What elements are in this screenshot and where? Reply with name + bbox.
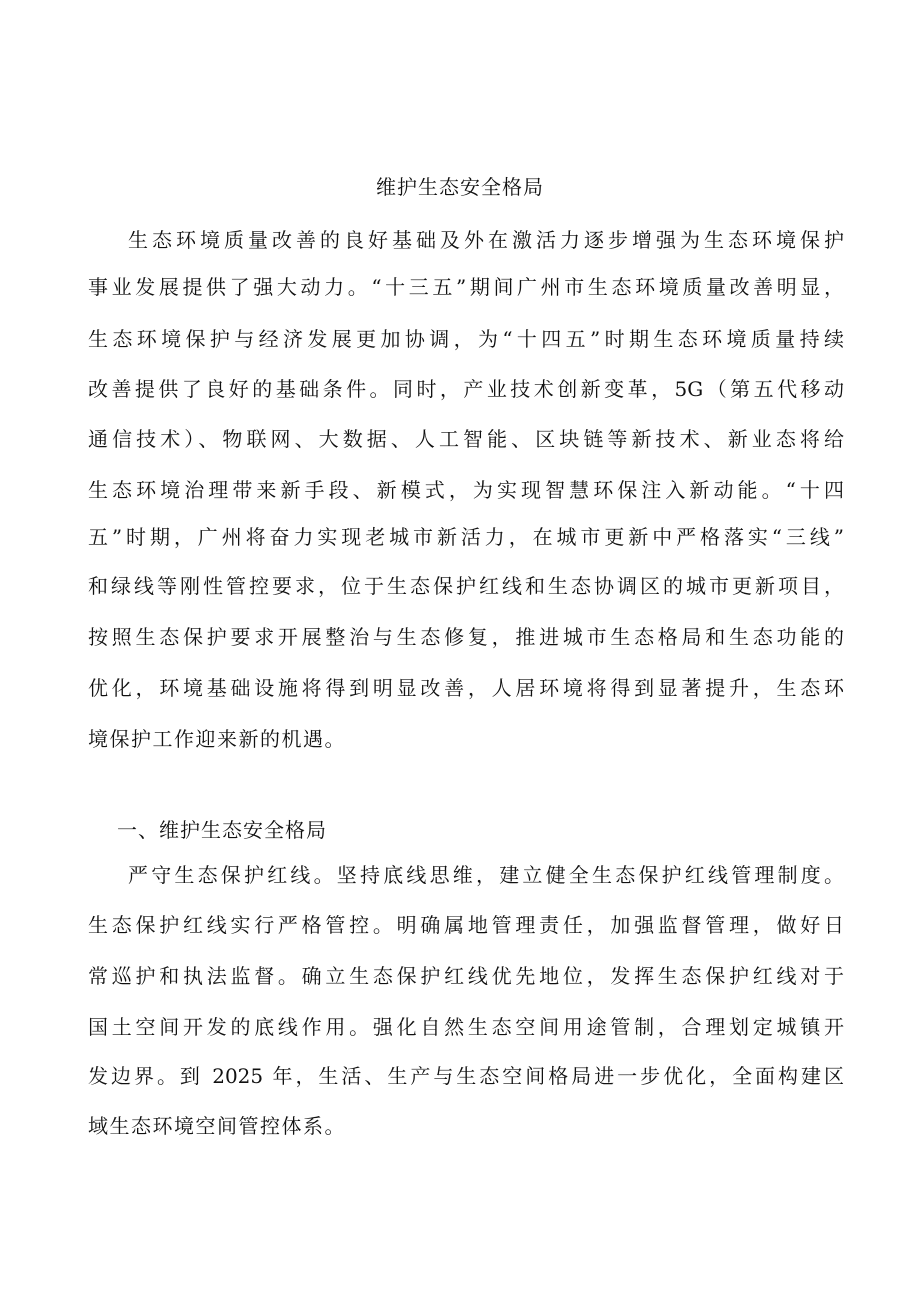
paragraph-line: 事业发展提供了强大动力。“十三五”期间广州市生态环境质量改善明显， [88,275,844,299]
paragraph-line: 常巡护和执法监督。确立生态保护红线优先地位，发挥生态保护红线对于 [88,964,844,988]
paragraph-line: 国土空间开发的底线作用。强化自然生态空间用途管制，合理划定城镇开 [88,1015,844,1039]
paragraph-line: 五”时期，广州将奋力实现老城市新活力，在城市更新中严格落实“三线” [88,525,844,549]
paragraph-line: 境保护工作迎来新的机遇。 [88,727,346,751]
document-title: 维护生态安全格局 [376,175,544,199]
paragraph-line: 通信技术）、物联网、大数据、人工智能、区块链等新技术、新业态将给 [88,427,844,451]
paragraph-line: 严守生态保护红线。坚持底线思维，建立健全生态保护红线管理制度。 [128,863,844,887]
paragraph-line: 和绿线等刚性管控要求，位于生态保护红线和生态协调区的城市更新项目， [88,574,844,598]
paragraph-line: 发边界。到 2025 年，生活、生产与生态空间格局进一步优化，全面构建区 [88,1064,844,1088]
section-heading: 一、维护生态安全格局 [117,818,327,842]
paragraph-line: 按照生态保护要求开展整治与生态修复，推进城市生态格局和生态功能的 [88,625,844,649]
paragraph-line: 优化，环境基础设施将得到明显改善，人居环境将得到显著提升，生态环 [88,676,844,700]
paragraph-line: 生态环境保护与经济发展更加协调，为“十四五”时期生态环境质量持续 [88,327,844,351]
paragraph-line: 域生态环境空间管控体系。 [88,1114,346,1138]
paragraph-line: 生态环境质量改善的良好基础及外在激活力逐步增强为生态环境保护 [128,228,844,252]
paragraph-line: 生态环境治理带来新手段、新模式，为实现智慧环保注入新动能。“十四 [88,478,844,502]
paragraph-line: 生态保护红线实行严格管控。明确属地管理责任，加强监督管理，做好日 [88,913,844,937]
paragraph-line: 改善提供了良好的基础条件。同时，产业技术创新变革，5G（第五代移动 [88,377,844,401]
